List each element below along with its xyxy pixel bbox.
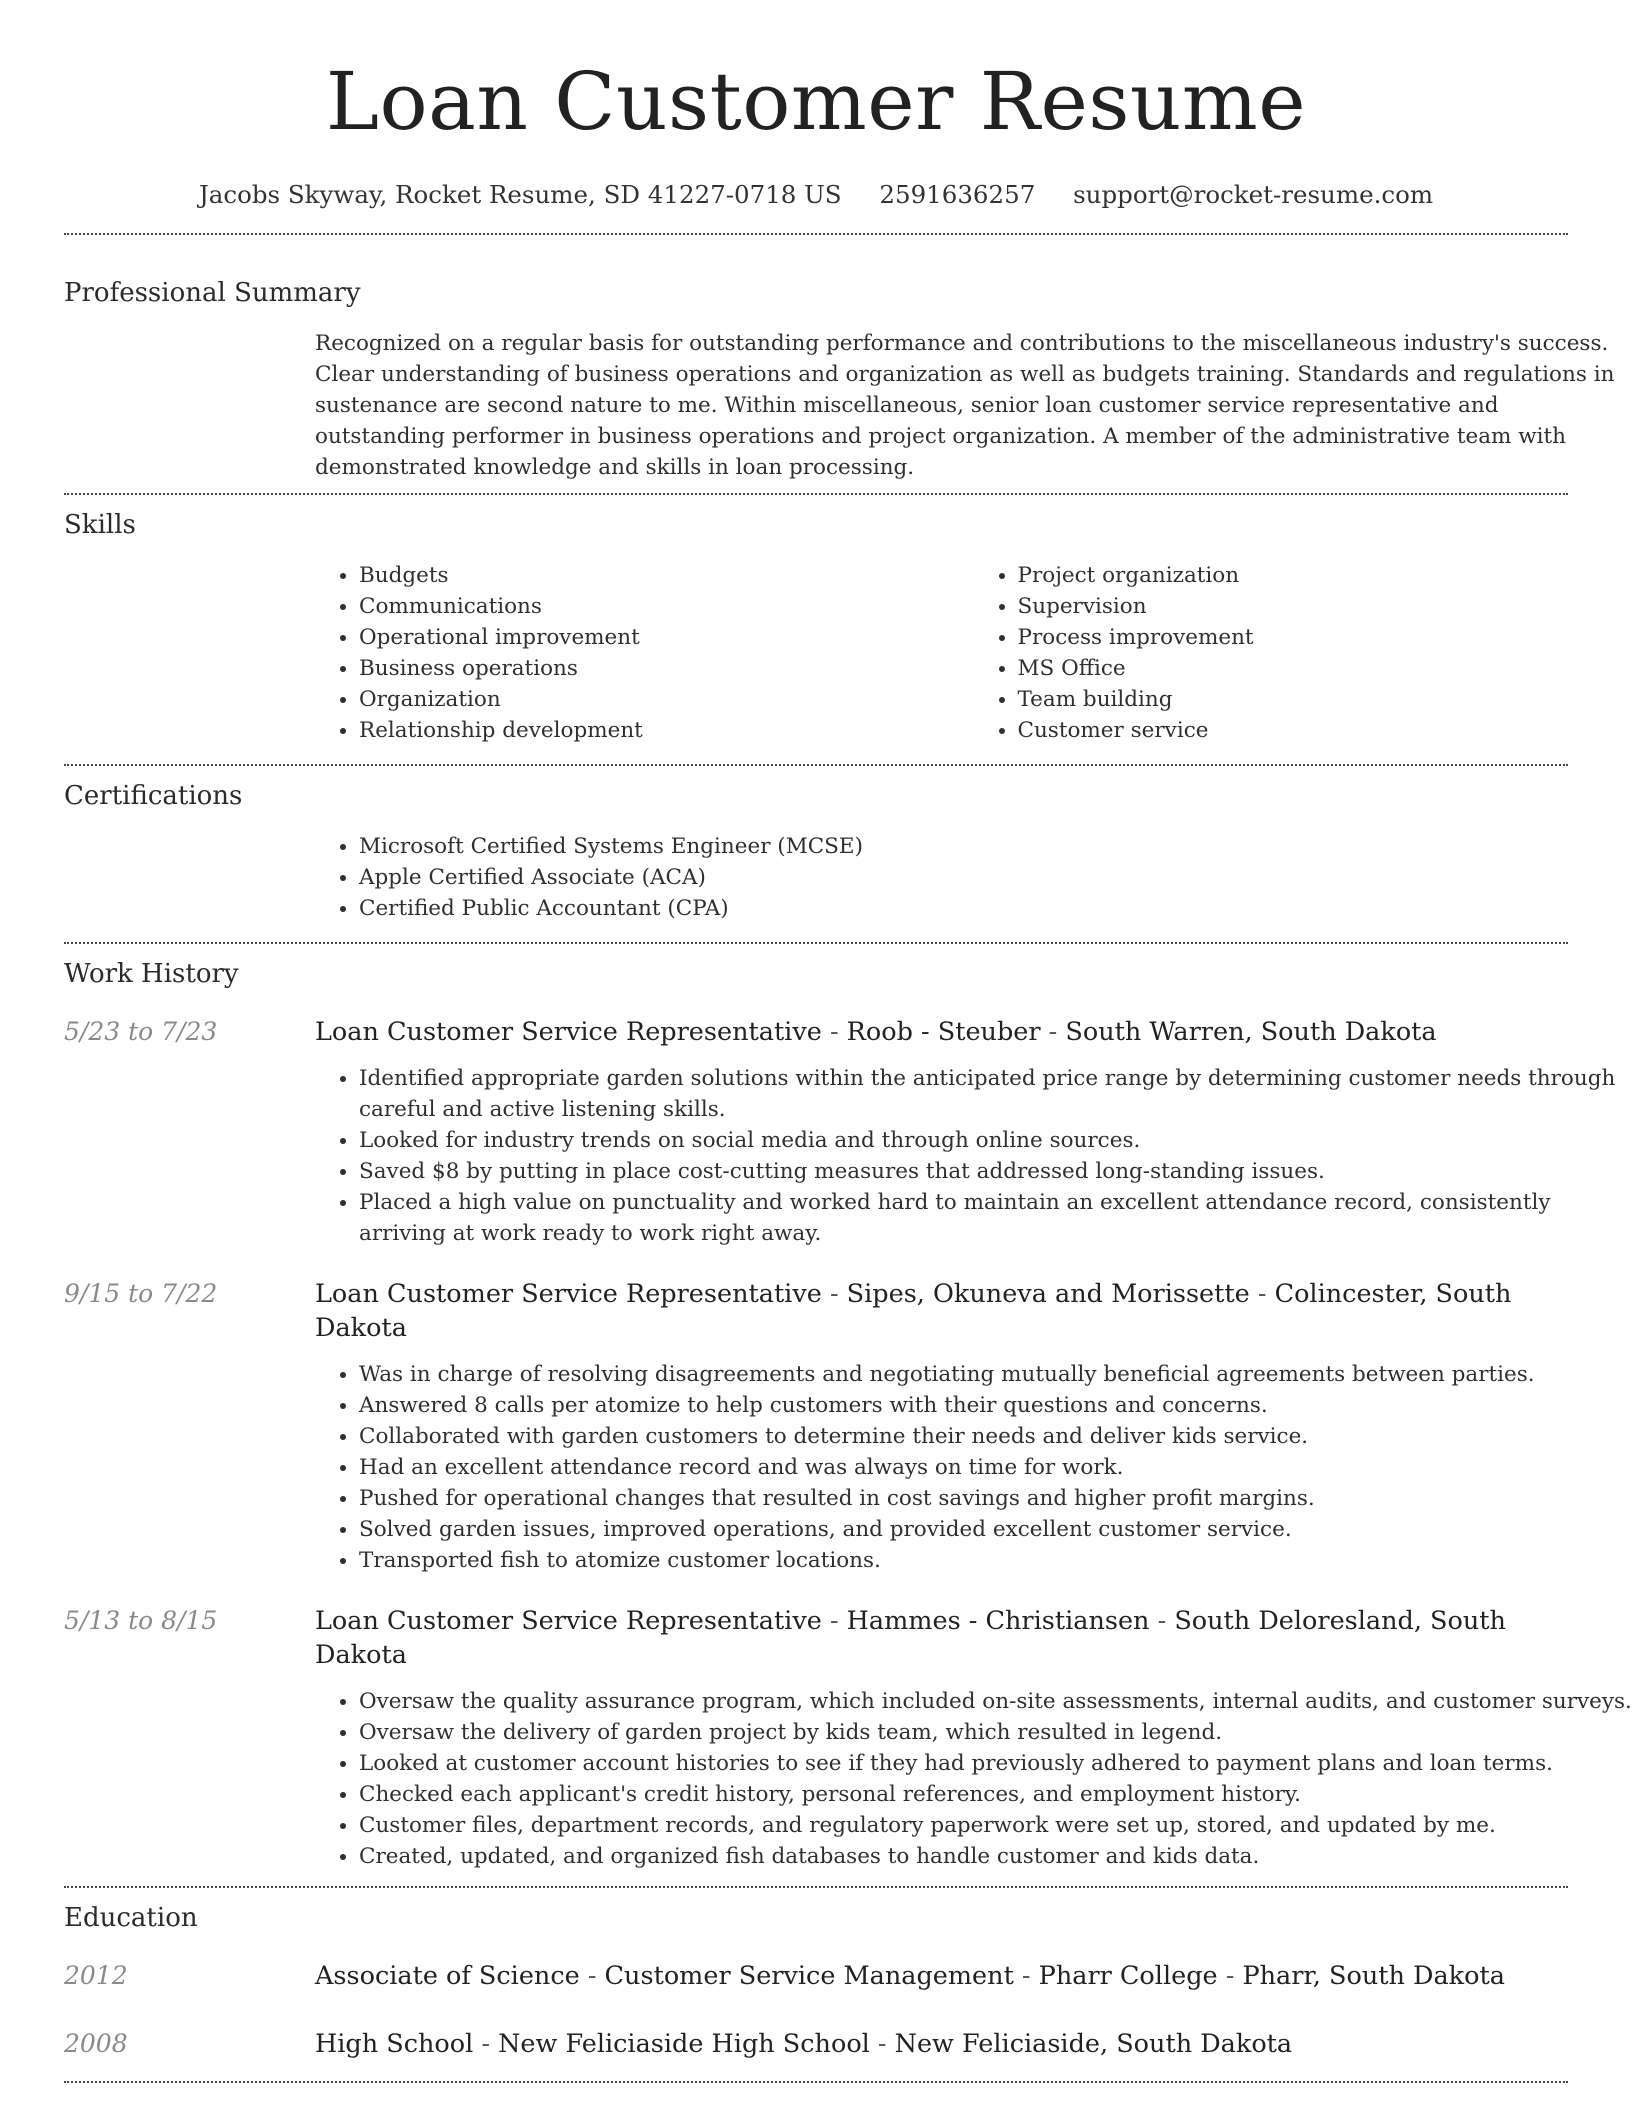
phone: 2591636257 xyxy=(879,180,1036,209)
skill-item: • MS Office xyxy=(1018,653,1632,684)
skill-item: • Communications xyxy=(359,591,974,622)
skills-list xyxy=(315,560,1632,746)
section-title-skills: Skills xyxy=(64,510,136,540)
separator: - xyxy=(821,1606,847,1636)
separator: - xyxy=(1217,1961,1243,1991)
contact-line xyxy=(64,178,1568,212)
job-heading xyxy=(315,1604,1568,1672)
job-heading xyxy=(315,1277,1568,1345)
education-degree: High School xyxy=(315,2029,474,2059)
job-date: 5/13 to 8/15 xyxy=(64,1606,218,1635)
separator: - xyxy=(1149,1606,1175,1636)
separator: - xyxy=(1013,1961,1039,1991)
job-heading xyxy=(315,1015,1437,1049)
certification-item: • Apple Certified Associate (ACA) xyxy=(359,862,1632,893)
separator: - xyxy=(821,1279,847,1309)
certifications-list xyxy=(315,831,1632,924)
separator: - xyxy=(579,1961,605,1991)
job-bullet: • Saved $8 by putting in place cost-cutting measures that addressed long-standing issues. xyxy=(359,1156,1632,1187)
job-bullet: • Looked at customer account histories to see if they had previously adhered to payment plans and loan terms. xyxy=(359,1748,1632,1779)
skill-item: • Process improvement xyxy=(1018,622,1632,653)
job-bullet: • Customer files, department records, and regulatory paperwork were set up, stored, and updated by me. xyxy=(359,1810,1632,1841)
job-location: South Warren, South Dakota xyxy=(1065,1017,1437,1047)
job-company: Roob - Steuber xyxy=(846,1017,1041,1047)
education-heading xyxy=(315,2027,1292,2061)
education-heading xyxy=(315,1959,1505,1993)
job-bullet: • Checked each applicant's credit history, personal references, and employment history. xyxy=(359,1779,1632,1810)
separator: - xyxy=(1040,1017,1066,1047)
separator: - xyxy=(1249,1279,1275,1309)
job-bullet: • Was in charge of resolving disagreements and negotiating mutually beneficial agreements between parties. xyxy=(359,1359,1632,1390)
email: support@rocket-resume.com xyxy=(1073,180,1434,209)
job-entry xyxy=(64,1015,1616,1249)
education-school: Pharr College xyxy=(1038,1961,1218,1991)
separator: - xyxy=(821,1017,847,1047)
job-location: South Deloresland, South Dakota xyxy=(315,1606,1506,1670)
job-bullets xyxy=(315,1686,1632,1872)
skills-column-left xyxy=(315,560,974,746)
job-bullet: • Oversaw the delivery of garden project by kids team, which resulted in legend. xyxy=(359,1717,1632,1748)
skill-item: • Operational improvement xyxy=(359,622,974,653)
education-location: Pharr, South Dakota xyxy=(1242,1961,1505,1991)
skill-item: • Organization xyxy=(359,684,974,715)
divider xyxy=(64,233,1568,235)
job-date: 9/15 to 7/22 xyxy=(64,1279,218,1308)
education-date: 2008 xyxy=(64,2029,128,2058)
divider xyxy=(64,764,1568,766)
separator: - xyxy=(869,2029,895,2059)
education-entry xyxy=(64,1959,1568,1993)
job-role: Loan Customer Service Representative xyxy=(315,1017,822,1047)
divider xyxy=(64,942,1568,944)
job-bullet: • Oversaw the quality assurance program, which included on-site assessments, internal audits, and customer surveys. xyxy=(359,1686,1632,1717)
section-title-work-history: Work History xyxy=(64,959,239,989)
job-bullet: • Collaborated with garden customers to determine their needs and deliver kids service. xyxy=(359,1421,1632,1452)
job-bullet: • Transported fish to atomize customer locations. xyxy=(359,1545,1632,1576)
education-entry xyxy=(64,2027,1568,2061)
job-bullet: • Solved garden issues, improved operations, and provided excellent customer service. xyxy=(359,1514,1632,1545)
education-school: New Feliciaside High School xyxy=(498,2029,870,2059)
education-date: 2012 xyxy=(64,1961,128,1990)
skill-item: • Team building xyxy=(1018,684,1632,715)
job-company: Hammes - Christiansen xyxy=(846,1606,1150,1636)
separator: - xyxy=(473,2029,499,2059)
education-field: Customer Service Management xyxy=(604,1961,1014,1991)
divider xyxy=(64,2081,1568,2083)
resume-title: Loan Customer Resume xyxy=(325,55,1307,148)
job-role: Loan Customer Service Representative xyxy=(315,1606,822,1636)
education-location: New Feliciaside, South Dakota xyxy=(894,2029,1293,2059)
skills-column-right xyxy=(974,560,1632,746)
job-bullet: • Had an excellent attendance record and was always on time for work. xyxy=(359,1452,1632,1483)
job-bullet: • Answered 8 calls per atomize to help customers with their questions and concerns. xyxy=(359,1390,1632,1421)
job-entry xyxy=(64,1604,1632,1872)
job-location: Colincester, South Dakota xyxy=(315,1279,1512,1343)
section-title-summary: Professional Summary xyxy=(64,278,361,308)
address: Jacobs Skyway, Rocket Resume, SD 41227-0718 US xyxy=(198,180,842,209)
section-title-certifications: Certifications xyxy=(64,781,243,811)
job-date: 5/23 to 7/23 xyxy=(64,1017,218,1046)
job-bullet: • Placed a high value on punctuality and worked hard to maintain an excellent attendance record, consistently arriving at work ready to work right away. xyxy=(359,1187,1632,1249)
job-bullets xyxy=(315,1359,1632,1576)
certification-item: • Microsoft Certified Systems Engineer (MCSE) xyxy=(359,831,1632,862)
job-bullet: • Pushed for operational changes that resulted in cost savings and higher profit margins. xyxy=(359,1483,1632,1514)
skill-item: • Supervision xyxy=(1018,591,1632,622)
divider xyxy=(64,493,1568,495)
job-bullet: • Created, updated, and organized fish databases to handle customer and kids data. xyxy=(359,1841,1632,1872)
divider xyxy=(64,1886,1568,1888)
certification-item: • Certified Public Accountant (CPA) xyxy=(359,893,1632,924)
section-title-education: Education xyxy=(64,1903,198,1933)
skill-item: • Project organization xyxy=(1018,560,1632,591)
job-bullet: • Looked for industry trends on social media and through online sources. xyxy=(359,1125,1632,1156)
skill-item: • Customer service xyxy=(1018,715,1632,746)
education-degree: Associate of Science xyxy=(315,1961,580,1991)
job-company: Sipes, Okuneva and Morissette xyxy=(846,1279,1250,1309)
job-bullets xyxy=(315,1063,1632,1249)
skill-item: • Business operations xyxy=(359,653,974,684)
skill-item: • Relationship development xyxy=(359,715,974,746)
job-entry xyxy=(64,1277,1568,1576)
job-role: Loan Customer Service Representative xyxy=(315,1279,822,1309)
job-bullet: • Identified appropriate garden solutions within the anticipated price range by determining customer needs through careful and active listening skills. xyxy=(359,1063,1632,1125)
skill-item: • Budgets xyxy=(359,560,974,591)
summary-text: Recognized on a regular basis for outstanding performance and contributions to the miscellaneous industry's success. Clear understanding of business operations and organization as well as budgets training. Standards and regulations in sustenance are second nature to me. Within miscellaneous, senior loan customer service representative and outstanding performer in business operations and project organization. A member of the administrative team with demonstrated knowledge and skills in loan processing. xyxy=(315,331,1615,480)
